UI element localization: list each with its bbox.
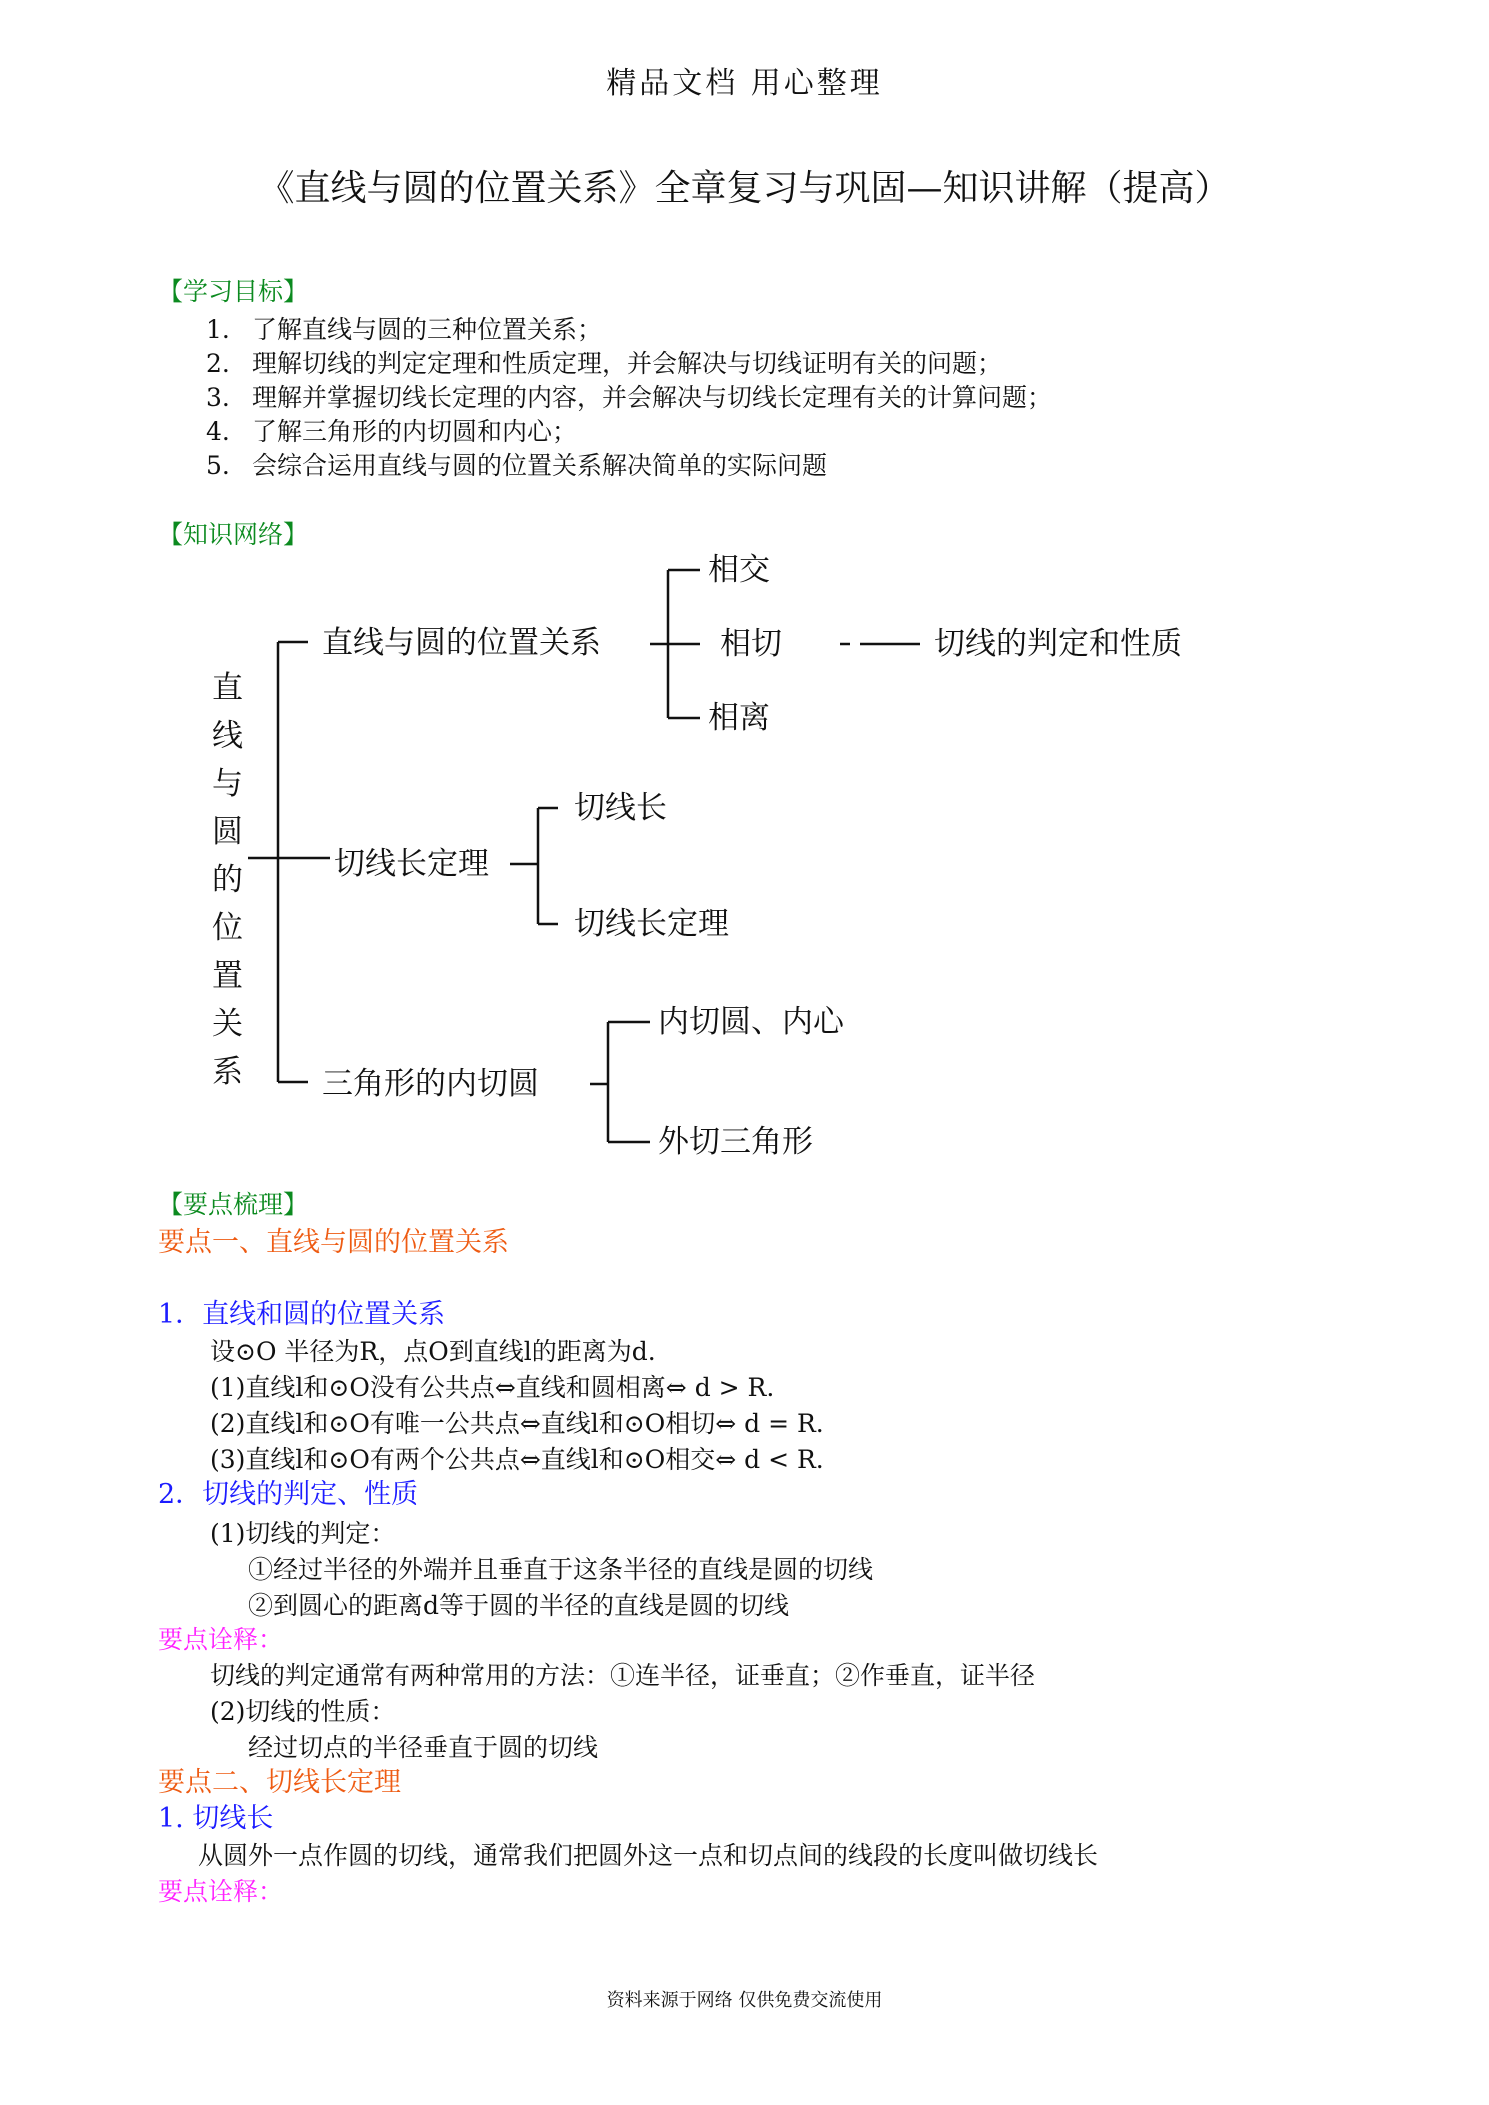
note1-text: 切线的判定通常有两种常用的方法：①连半径，证垂直；②作垂直，证半径 [210, 1661, 1036, 1690]
property-title: (2)切线的性质： [210, 1697, 396, 1726]
root-char: 置 [212, 958, 243, 994]
judge-title: (1)切线的判定： [210, 1519, 396, 1548]
objective-item: 3. 理解并掌握切线长定理的内容，并会解决与切线长定理有关的计算问题； [206, 383, 1053, 412]
sub1-heading: 1．直线和圆的位置关系 [158, 1299, 446, 1330]
knowledge-network-diagram [190, 540, 1190, 1180]
point1-heading: 要点一、直线与圆的位置关系 [158, 1227, 509, 1258]
branch-item-circumscribed-triangle: 外切三角形 [658, 1124, 813, 1160]
objective-item: 1. 了解直线与圆的三种位置关系； [206, 315, 603, 344]
branch-item-tangent-length-theorem: 切线长定理 [574, 906, 729, 942]
root-char: 直 [212, 670, 243, 706]
root-char: 线 [212, 718, 243, 754]
objective-item: 2. 理解切线的判定定理和性质定理，并会解决与切线证明有关的问题； [206, 349, 1003, 378]
objective-item: 4. 了解三角形的内切圆和内心； [206, 417, 578, 446]
document-title: 《直线与圆的位置关系》全章复习与巩固—知识讲解（提高） [258, 168, 1231, 209]
network-heading: 【知识网络】 [158, 520, 309, 549]
root-char: 系 [212, 1054, 243, 1090]
sub3-heading: 1. 切线长 [158, 1803, 274, 1834]
page-header: 精品文档 用心整理 [606, 66, 883, 101]
branch-item-tangent: 相切 [720, 626, 782, 662]
tangent-note: 切线的判定和性质 [934, 626, 1182, 662]
page-footer: 资料来源于网络 仅供免费交流使用 [606, 1990, 883, 2011]
branch-item-incircle-incenter: 内切圆、内心 [658, 1004, 844, 1040]
root-char: 与 [212, 766, 243, 802]
sub3-text: 从圆外一点作圆的切线，通常我们把圆外这一点和切点间的线段的长度叫做切线长 [198, 1841, 1099, 1870]
case-item: (1)直线l和⊙O没有公共点⇔直线和圆相离⇔ d > R. [210, 1373, 775, 1402]
branch-item-intersect: 相交 [708, 552, 770, 588]
point2-heading: 要点二、切线长定理 [158, 1767, 401, 1798]
setup-text: 设⊙O 半径为R，点O到直线l的距离为d. [210, 1337, 656, 1366]
property-text: 经过切点的半径垂直于圆的切线 [248, 1733, 599, 1762]
branch-position-relation: 直线与圆的位置关系 [322, 625, 601, 661]
branch-item-tangent-length: 切线长 [574, 790, 667, 826]
root-char: 关 [212, 1006, 243, 1042]
branch-incircle: 三角形的内切圆 [322, 1066, 539, 1102]
objective-item: 5. 会综合运用直线与圆的位置关系解决简单的实际问题 [206, 451, 828, 480]
note1-label: 要点诠释： [158, 1625, 284, 1654]
objectives-heading: 【学习目标】 [158, 277, 309, 306]
judge-item: ①经过半径的外端并且垂直于这条半径的直线是圆的切线 [248, 1555, 874, 1584]
root-char: 的 [212, 862, 243, 898]
case-item: (2)直线l和⊙O有唯一公共点⇔直线l和⊙O相切⇔ d = R. [210, 1409, 824, 1438]
note2-label: 要点诠释： [158, 1877, 284, 1906]
sub2-heading: 2．切线的判定、性质 [158, 1479, 419, 1510]
branch-tangent-length-theorem: 切线长定理 [334, 846, 489, 882]
branch-item-separate: 相离 [708, 700, 770, 736]
root-char: 位 [212, 910, 243, 946]
judge-item: ②到圆心的距离d等于圆的半径的直线是圆的切线 [248, 1591, 790, 1620]
case-item: (3)直线l和⊙O有两个公共点⇔直线l和⊙O相交⇔ d < R. [210, 1445, 824, 1474]
root-char: 圆 [212, 814, 243, 850]
points-heading: 【要点梳理】 [158, 1190, 309, 1219]
